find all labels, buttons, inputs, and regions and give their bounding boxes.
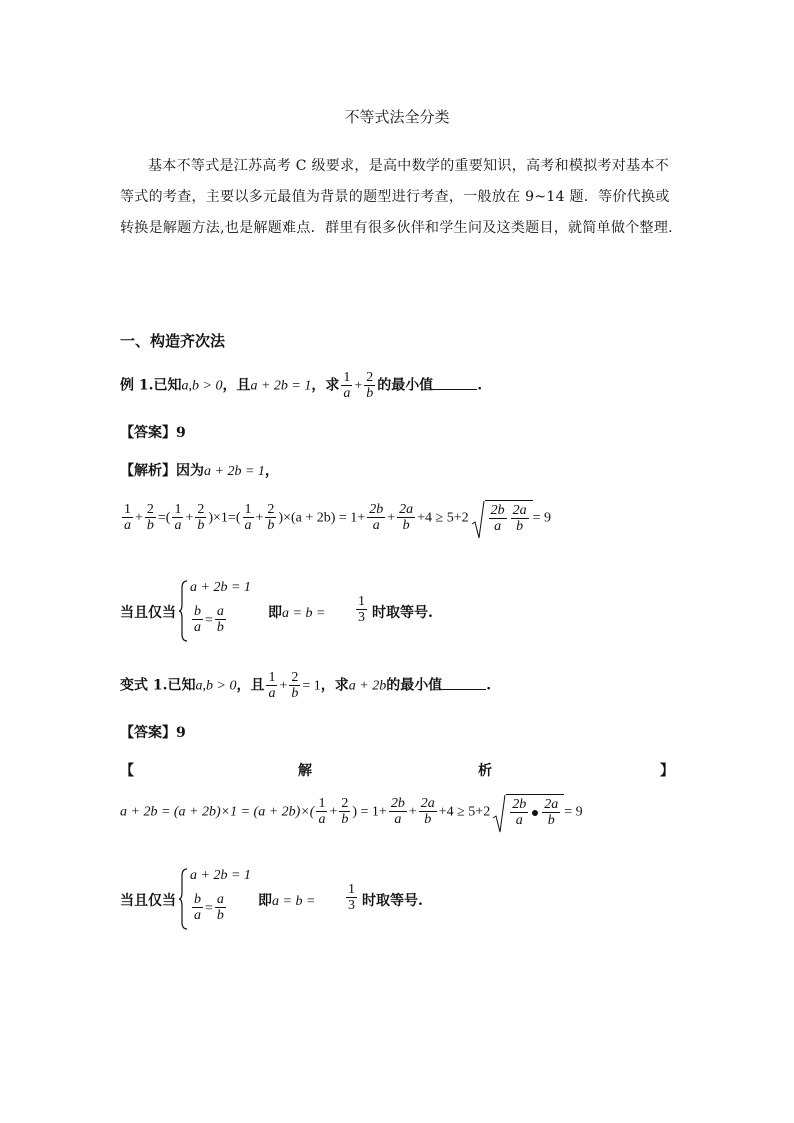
- example1-label: 例 1.: [120, 377, 154, 394]
- fraction: $\frac{2}{b}$: [366, 370, 374, 401]
- variant1-statement: 变式 1.已知a,b > 0，且 $\frac{1}{a}$ + $\frac{2}{b}$ = 1，求a + 2b的最小值 .: [120, 670, 492, 701]
- square-root: $\frac{2b}{a}$ $\frac{2a}{b}$: [471, 500, 533, 534]
- answer-blank: [433, 377, 477, 390]
- square-root: $\frac{2b}{a}$ $\frac{2a}{b}$: [492, 794, 564, 828]
- example1-analysis-intro: 【解析】因为a + 2b = 1，: [120, 463, 279, 479]
- radical-icon: [492, 794, 506, 834]
- example1-answer: 【答案】9: [120, 425, 186, 441]
- document-title: 不等式法全分类: [344, 108, 450, 126]
- brace-icon: [178, 580, 188, 642]
- intro-paragraph: 基本不等式是江苏高考 C 级要求，是高中数学的重要知识，高考和模拟考对基本不等式的考查，主要以多元最值为背景的题型进行考查，一般放在 9~14 题．等价代换或转换是解题方法,也是解题难点．群里有很多伙伴和学生问及这类题目，就简单做个整理.: [120, 158, 673, 236]
- document-page: 不等式法全分类 基本不等式是江苏高考 C 级要求，是高中数学的重要知识，高考和模拟考对基本不等式的考查，主要以多元最值为背景的题型进行考查，一般放在 9~14 题．等价代换或转换是解题方法,也是解题难点．群里有很多伙伴和学生问及这类题目，就简单做个整理. 一、构造齐次法 例 1.已知a,b > 0，且a + 2b = 1，求 $\frac{1}{a}$ + $\frac{2}{b}$ 的最小值 . 【答案】9 【解析】因为a + 2b = 1， $\frac{1}{a}$ + $\frac{2}{b}$ =( $\frac{1}{a}$ + $\frac{2}{b}$ )×1=( $\frac{1}{a}$ + $\frac{2}{b}$ )×(a + 2b) = 1+ $\frac{2b}{a}$ + $\frac{2a}{b}$ +4 ≥ 5+2 $\frac{2b}{a}$ $\frac{2a}{b}$ = 9 当且仅当 a + 2b = 1 $\frac{b}{a}$ = $\frac{a}{b}$ 即a = b = $\frac{1}{3}$ 时取等号. 变式 1.已知a,b > 0，且 $\frac{1}{a}$ + $\frac{2}{b}$ = 1，求a + 2b的最小值 . 【答案】9 【 解 析 】 a + 2b = (a + 2b)×1 = (a + 2b)×( $\frac{1}{a}$ + $\frac{2}{b}$ ) = 1+ $\frac{2b}{a}$ + $\frac{2a}{b}$ +4 ≥ 5+2 $\frac{2b}{a}$ $\frac{2a}{b}$ = 9 当且仅当 a + 2b = 1 $\frac{b}{a}$ = $\frac{a}{b}$ 即a = b = $\frac{1}{3}$ 时取等号.: [0, 0, 794, 1123]
- answer-blank: [442, 677, 486, 690]
- variant1-answer: 【答案】9: [120, 725, 186, 741]
- radical-icon: [471, 500, 485, 540]
- section-heading: 一、构造齐次法: [120, 332, 226, 350]
- example1-condition: a,b > 0: [181, 378, 223, 394]
- example1-equality-condition: 当且仅当 a + 2b = 1 $\frac{b}{a}$ = $\frac{a}{b}$ 即a = b = $\frac{1}{3}$ 时取等号.: [120, 580, 440, 644]
- variant1-equation-chain: a + 2b = (a + 2b)×1 = (a + 2b)×( $\frac{1}{a}$ + $\frac{2}{b}$ ) = 1+ $\frac{2b}{a}$ + $\frac{2a}{b}$ +4 ≥ 5+2 $\frac{2b}{a}$ $\frac{2a}{b}$ = 9: [120, 794, 583, 828]
- variant1-label: 变式 1.: [120, 677, 168, 694]
- example1-equation-chain: $\frac{1}{a}$ + $\frac{2}{b}$ =( $\frac{1}{a}$ + $\frac{2}{b}$ )×1=( $\frac{1}{a}$ + $\frac{2}{b}$ )×(a + 2b) = 1+ $\frac{2b}{a}$ + $\frac{2a}{b}$ +4 ≥ 5+2 $\frac{2b}{a}$ $\frac{2a}{b}$ = 9: [120, 500, 551, 534]
- multiply-dot-icon: [532, 810, 538, 816]
- example1-statement: 例 1.已知a,b > 0，且a + 2b = 1，求 $\frac{1}{a}$ + $\frac{2}{b}$ 的最小值 .: [120, 370, 483, 401]
- variant1-equality-condition: 当且仅当 a + 2b = 1 $\frac{b}{a}$ = $\frac{a}{b}$ 即a = b = $\frac{1}{3}$ 时取等号.: [120, 868, 440, 932]
- brace-icon: [178, 868, 188, 930]
- fraction: $\frac{1}{a}$: [343, 370, 351, 401]
